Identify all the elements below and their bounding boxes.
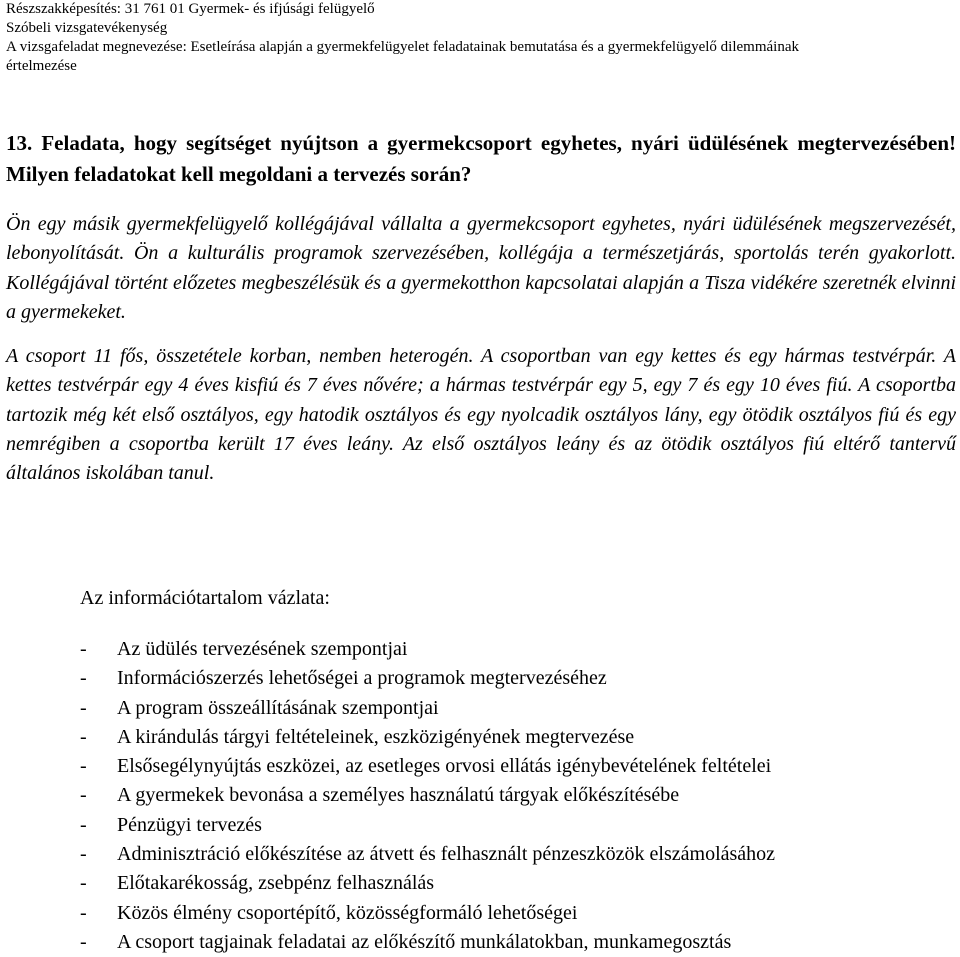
case-paragraph-2: A csoport 11 fős, összetétele korban, nemben heterogén. A csoportban van egy kettes és egy hármas testvérpár. A kettes testvérpár egy 4 éves kisfiú és 7 éves nővére; a hármas testvérpár egy 5, egy 7 és egy 10 éves fiú. A csoportba tartozik még két első osztályos, egy hatodik osztályos és egy nyolcadik osztályos lány, egy ötödik osztályos fiú és egy nemrégiben a csoportba került 17 éves leány. Az első osztályos leány és az ötödik osztályos fiú eltérő tantervű általános iskolában tanul.	[6, 345, 956, 485]
list-item-text: Előtakarékosság, zsebpénz felhasználás	[117, 872, 435, 895]
list-item-text: A gyermekek bevonása a személyes használatú tárgyak előkészítésébe	[117, 784, 680, 807]
list-item-text: Pénzügyi tervezés	[117, 813, 262, 836]
list-bullet: -	[80, 901, 87, 924]
list-item-text: Az üdülés tervezésének szempontjai	[117, 638, 408, 660]
list-item-text: Információszerzés lehetőségei a programok megtervezéséhez	[117, 667, 607, 690]
header-task-name-continued: értelmezése	[6, 58, 77, 74]
outline-heading: Az információtartalom vázlata:	[80, 587, 330, 609]
list-item-text: Elsősegélynyújtás eszközei, az esetleges orvosi ellátás igénybevételének feltételei	[117, 755, 772, 778]
question-title: 13. Feladata, hogy segítséget nyújtson a gyermekcsoport egyhetes, nyári üdülésének megtervezésében! Milyen feladatokat kell megoldani a tervezés során?	[6, 131, 956, 186]
header-exam-activity: Szóbeli vizsgatevékenység	[6, 20, 168, 36]
list-item	[80, 811, 775, 840]
list-item	[80, 928, 775, 957]
header-qualification: Részszakképesítés: 31 761 01 Gyermek- és ifjúsági felügyelő	[6, 1, 375, 17]
list-bullet: -	[80, 784, 87, 807]
list-item-text: A kirándulás tárgyi feltételeinek, eszközigényének megtervezése	[117, 725, 635, 748]
list-item	[80, 664, 775, 693]
list-item	[80, 635, 775, 664]
list-item-text: Adminisztráció előkészítése az átvett és felhasznált pénzeszközök elszámolásához	[117, 843, 776, 866]
list-bullet: -	[80, 930, 87, 953]
document-header	[6, 0, 956, 76]
list-item-text: A csoport tagjainak feladatai az előkészítő munkálatokban, munkamegosztás	[117, 930, 732, 953]
list-item	[80, 781, 775, 810]
list-item	[80, 752, 775, 781]
list-bullet: -	[80, 638, 87, 660]
list-item	[80, 694, 775, 723]
list-bullet: -	[80, 872, 87, 895]
list-item	[80, 899, 775, 928]
header-task-name: A vizsgafeladat megnevezése: Esetleírása alapján a gyermekfelügyelet feladatainak bemutatása és a gyermekfelügyelő dilemmáinak	[6, 39, 799, 55]
case-paragraph-1: Ön egy másik gyermekfelügyelő kollégájával vállalta a gyermekcsoport egyhetes, nyári üdülésének megszervezését, lebonyolítását. Ön a kulturális programok szervezésében, kollégája a természetjárás, sportolás terén gyakorlott. Kollégájával történt előzetes megbeszélésük és a gyermekotthon kapcsolatai alapján a Tisza vidékére szeretnék elvinni a gyermekeket.	[6, 213, 956, 323]
list-item	[80, 869, 775, 898]
list-bullet: -	[80, 843, 87, 866]
list-bullet: -	[80, 725, 87, 748]
list-item	[80, 723, 775, 752]
list-item	[80, 840, 775, 869]
outline-list	[80, 635, 775, 957]
list-bullet: -	[80, 813, 87, 836]
list-item-text: A program összeállításának szempontjai	[117, 696, 439, 719]
list-bullet: -	[80, 755, 87, 778]
list-bullet: -	[80, 667, 87, 690]
list-item-text: Közös élmény csoportépítő, közösségformáló lehetőségei	[117, 901, 578, 924]
case-description	[6, 210, 956, 489]
list-bullet: -	[80, 696, 87, 719]
